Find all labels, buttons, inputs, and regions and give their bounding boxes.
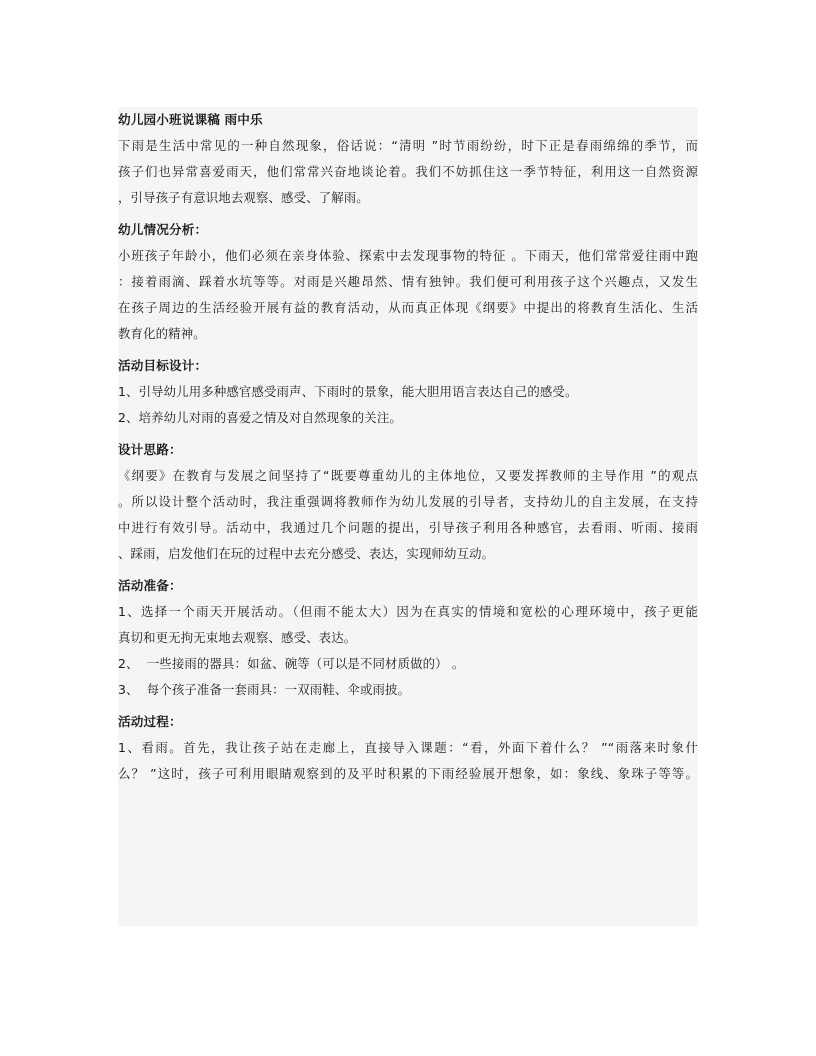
paragraph-line: 么？ ”这时，孩子可利用眼睛观察到的及平时积累的下雨经验展开想象，如：象线、象珠子等等。	[118, 766, 698, 781]
paragraph-line: 小班孩子年龄小，他们必须在亲身体验、探索中去发现事物的特征 。下雨天，他们常常爱往雨中跑	[118, 248, 698, 263]
paragraph-line: ：接着雨滴、踩着水坑等等。对雨是兴趣昂然、情有独钟。我们便可利用孩子这个兴趣点，又发生	[118, 274, 698, 289]
section-heading: 活动过程：	[118, 714, 182, 729]
paragraph-line: 。所以设计整个活动时，我注重强调将教师作为幼儿发展的引导者，支持幼儿的自主发展，在支持	[118, 494, 698, 509]
preparation-section	[118, 573, 698, 703]
paragraph-line: 孩子们也异常喜爱雨天，他们常常兴奋地谈论着。我们不妨抓住这一季节特征，利用这一自然资源	[118, 164, 698, 179]
paragraph-line: 在孩子周边的生活经验开展有益的教育活动，从而真正体现《纲要》中提出的将教育生活化、生活	[118, 300, 698, 315]
list-item: 3、 每个孩子准备一套雨具：一双雨鞋、伞或雨披。	[118, 682, 411, 697]
paragraph-line: 真切和更无拘无束地去观察、感受、表达。	[118, 630, 357, 645]
paragraph-line: 教育化的精神。	[118, 326, 206, 341]
paragraph-line: 、踩雨，启发他们在玩的过程中去充分感受、表达，实现师幼互动。	[118, 546, 495, 561]
list-item: 1、选择一个雨天开展活动。（但雨不能太大）因为在真实的情境和宽松的心理环境中，孩子更能	[118, 604, 698, 619]
paragraph-line: 《纲要》在教育与发展之间坚持了“既要尊重幼儿的主体地位，又要发挥教师的主导作用 ”的观点	[118, 468, 698, 483]
paragraph-line: ，引导孩子有意识地去观察、感受、了解雨。	[118, 190, 369, 205]
list-item: 1、看雨。首先，我让孩子站在走廊上，直接导入课题：“看，外面下着什么？ ”“雨落来时象什	[118, 740, 698, 755]
list-item: 2、培养幼儿对雨的喜爱之情及对自然现象的关注。	[118, 410, 402, 425]
intro-section	[118, 133, 698, 211]
list-item: 2、 一些接雨的器具：如盆、碗等（可以是不同材质做的） 。	[118, 656, 465, 671]
section-heading: 幼儿情况分析：	[118, 222, 208, 237]
children-analysis-section	[118, 217, 698, 347]
process-section	[118, 709, 698, 787]
list-item: 1、引导幼儿用多种感官感受雨声、下雨时的景象，能大胆用语言表达自己的感受。	[118, 384, 578, 399]
goals-section	[118, 353, 698, 431]
document-title: 幼儿园小班说课稿 雨中乐	[118, 112, 263, 127]
document-body	[118, 107, 698, 787]
section-heading: 活动目标设计：	[118, 358, 208, 373]
paragraph-line: 中进行有效引导。活动中，我通过几个问题的提出，引导孩子利用各种感官，去看雨、听雨、接雨	[118, 520, 698, 535]
paragraph-line: 下雨是生活中常见的一种自然现象，俗话说：“清明 ”时节雨纷纷，时下正是春雨绵绵的季节，而	[118, 138, 698, 153]
section-heading: 活动准备：	[118, 578, 182, 593]
section-heading: 设计思路：	[118, 442, 182, 457]
design-idea-section	[118, 437, 698, 567]
